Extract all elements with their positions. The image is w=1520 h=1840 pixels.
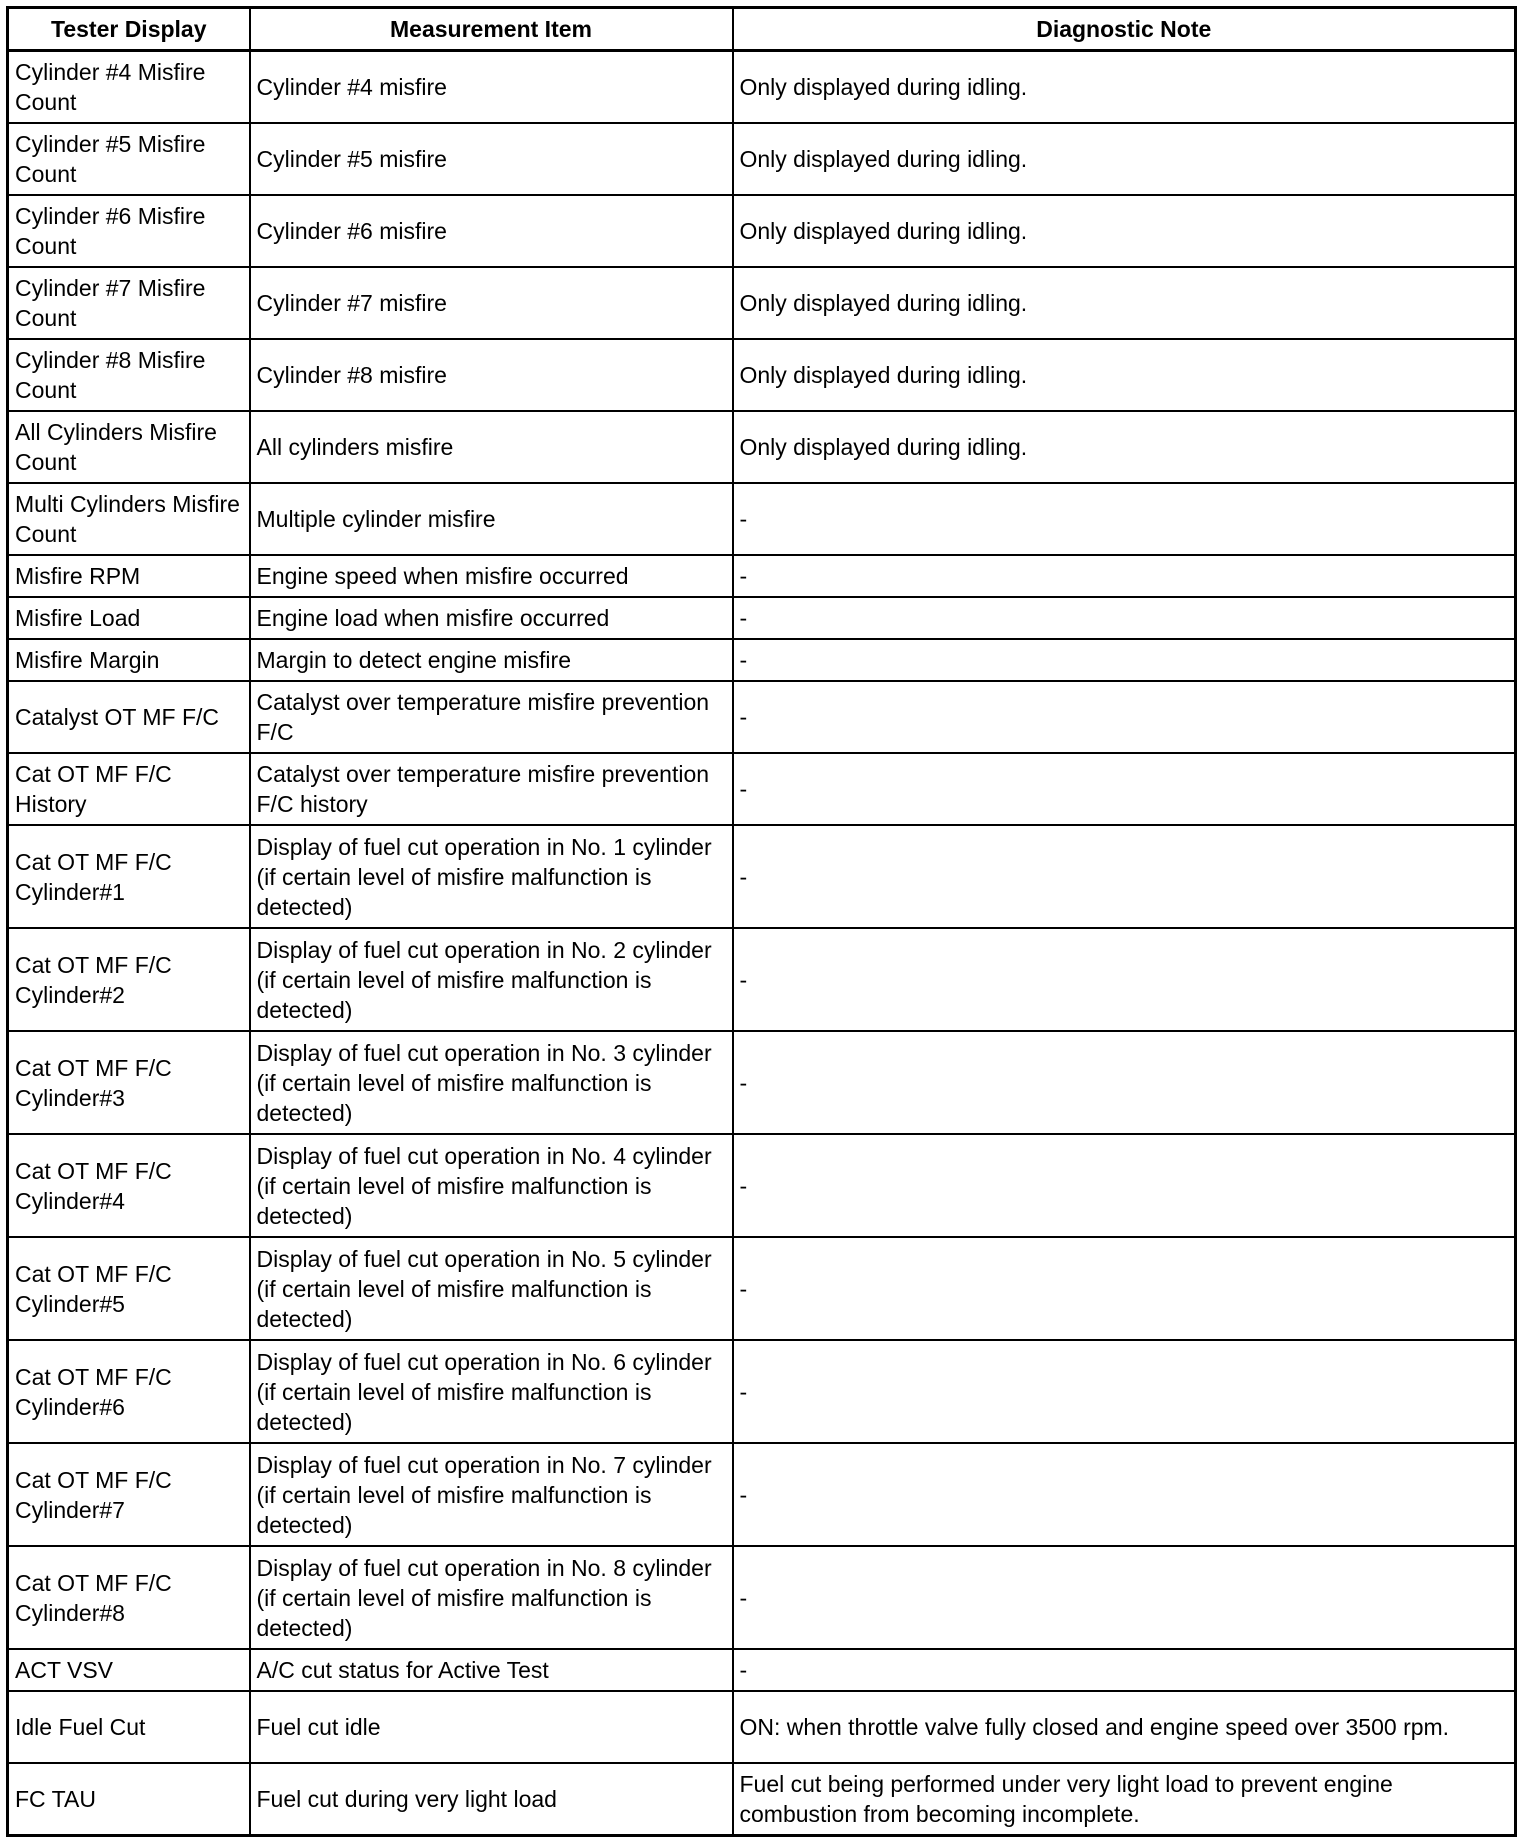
measurement-item-cell: Display of fuel cut operation in No. 8 cylinder (if certain level of misfire malfunction is detected) [250,1546,733,1649]
header-row [8,8,1516,51]
table-row [8,411,1516,483]
tester-display-cell: Cat OT MF F/C Cylinder#3 [8,1031,250,1134]
table-row [8,825,1516,928]
measurement-item-cell: Engine load when misfire occurred [250,597,733,639]
table-row [8,123,1516,195]
measurement-item-cell: Engine speed when misfire occurred [250,555,733,597]
tester-display-cell: Cylinder #4 Misfire Count [8,51,250,124]
table-row [8,639,1516,681]
measurement-item-cell: Display of fuel cut operation in No. 1 cylinder (if certain level of misfire malfunction is detected) [250,825,733,928]
diagnostic-note-cell: Fuel cut being performed under very light load to prevent engine combustion from becoming incomplete. [733,1763,1516,1836]
tester-display-cell: Cat OT MF F/C Cylinder#2 [8,928,250,1031]
table-row [8,753,1516,825]
diagnostic-note-cell: - [733,555,1516,597]
table-row [8,1134,1516,1237]
tester-display-cell: Cylinder #7 Misfire Count [8,267,250,339]
tester-display-cell: Cat OT MF F/C Cylinder#8 [8,1546,250,1649]
diagnostic-note-cell: - [733,1443,1516,1546]
tester-display-cell: Cylinder #8 Misfire Count [8,339,250,411]
table-row [8,1443,1516,1546]
table-row [8,1691,1516,1763]
measurement-item-cell: Display of fuel cut operation in No. 7 cylinder (if certain level of misfire malfunction is detected) [250,1443,733,1546]
measurement-item-cell: Display of fuel cut operation in No. 4 cylinder (if certain level of misfire malfunction is detected) [250,1134,733,1237]
table-row [8,1031,1516,1134]
measurement-item-cell: A/C cut status for Active Test [250,1649,733,1691]
diagnostic-note-cell: - [733,1237,1516,1340]
table-body [8,51,1516,1836]
table-row [8,1340,1516,1443]
tester-display-cell: Cat OT MF F/C Cylinder#5 [8,1237,250,1340]
table-row [8,1546,1516,1649]
diagnostic-note-cell: - [733,1031,1516,1134]
diagnostic-note-cell: - [733,825,1516,928]
diagnostic-note-cell: Only displayed during idling. [733,267,1516,339]
diagnostic-note-cell: - [733,1546,1516,1649]
diagnostic-note-cell: Only displayed during idling. [733,411,1516,483]
tester-display-cell: Multi Cylinders Misfire Count [8,483,250,555]
measurement-item-cell: Display of fuel cut operation in No. 6 cylinder (if certain level of misfire malfunction is detected) [250,1340,733,1443]
tester-display-cell: Cylinder #6 Misfire Count [8,195,250,267]
tester-display-cell: All Cylinders Misfire Count [8,411,250,483]
diagnostic-note-cell: - [733,1649,1516,1691]
measurement-item-cell: Cylinder #5 misfire [250,123,733,195]
diagnostic-note-cell: - [733,1134,1516,1237]
tester-display-cell: ACT VSV [8,1649,250,1691]
measurement-item-cell: Display of fuel cut operation in No. 2 cylinder (if certain level of misfire malfunction is detected) [250,928,733,1031]
header-tester-display: Tester Display [8,8,250,51]
diagnostic-note-cell: ON: when throttle valve fully closed and engine speed over 3500 rpm. [733,1691,1516,1763]
tester-display-cell: Idle Fuel Cut [8,1691,250,1763]
measurement-item-cell: Display of fuel cut operation in No. 3 cylinder (if certain level of misfire malfunction is detected) [250,1031,733,1134]
diagnostic-note-cell: Only displayed during idling. [733,195,1516,267]
diagnostic-note-cell: - [733,597,1516,639]
measurement-item-cell: Cylinder #4 misfire [250,51,733,124]
table-row [8,267,1516,339]
table-row [8,51,1516,124]
diagnostic-note-cell: Only displayed during idling. [733,51,1516,124]
measurement-item-cell: Display of fuel cut operation in No. 5 cylinder (if certain level of misfire malfunction is detected) [250,1237,733,1340]
diagnostic-table [6,6,1517,1837]
table-row [8,339,1516,411]
tester-display-cell: Cat OT MF F/C Cylinder#1 [8,825,250,928]
table-row [8,483,1516,555]
measurement-item-cell: Fuel cut during very light load [250,1763,733,1836]
tester-display-cell: Cat OT MF F/C History [8,753,250,825]
measurement-item-cell: Margin to detect engine misfire [250,639,733,681]
measurement-item-cell: Cylinder #7 misfire [250,267,733,339]
tester-display-cell: FC TAU [8,1763,250,1836]
diagnostic-note-cell: - [733,928,1516,1031]
diagnostic-note-cell: - [733,681,1516,753]
tester-display-cell: Misfire RPM [8,555,250,597]
tester-display-cell: Cylinder #5 Misfire Count [8,123,250,195]
diagnostic-note-cell: Only displayed during idling. [733,123,1516,195]
measurement-item-cell: All cylinders misfire [250,411,733,483]
measurement-item-cell: Multiple cylinder misfire [250,483,733,555]
measurement-item-cell: Fuel cut idle [250,1691,733,1763]
measurement-item-cell: Cylinder #8 misfire [250,339,733,411]
header-measurement-item: Measurement Item [250,8,733,51]
measurement-item-cell: Cylinder #6 misfire [250,195,733,267]
tester-display-cell: Cat OT MF F/C Cylinder#4 [8,1134,250,1237]
tester-display-cell: Catalyst OT MF F/C [8,681,250,753]
table-row [8,681,1516,753]
table-row [8,1649,1516,1691]
tester-display-cell: Cat OT MF F/C Cylinder#7 [8,1443,250,1546]
measurement-item-cell: Catalyst over temperature misfire prevention F/C [250,681,733,753]
tester-display-cell: Cat OT MF F/C Cylinder#6 [8,1340,250,1443]
diagnostic-table-container [6,6,1517,1837]
diagnostic-note-cell: - [733,1340,1516,1443]
table-row [8,928,1516,1031]
table-row [8,195,1516,267]
tester-display-cell: Misfire Margin [8,639,250,681]
measurement-item-cell: Catalyst over temperature misfire prevention F/C history [250,753,733,825]
diagnostic-note-cell: - [733,483,1516,555]
table-row [8,1237,1516,1340]
diagnostic-note-cell: - [733,639,1516,681]
table-row [8,1763,1516,1836]
diagnostic-note-cell: - [733,753,1516,825]
table-row [8,555,1516,597]
table-row [8,597,1516,639]
header-diagnostic-note: Diagnostic Note [733,8,1516,51]
diagnostic-note-cell: Only displayed during idling. [733,339,1516,411]
tester-display-cell: Misfire Load [8,597,250,639]
